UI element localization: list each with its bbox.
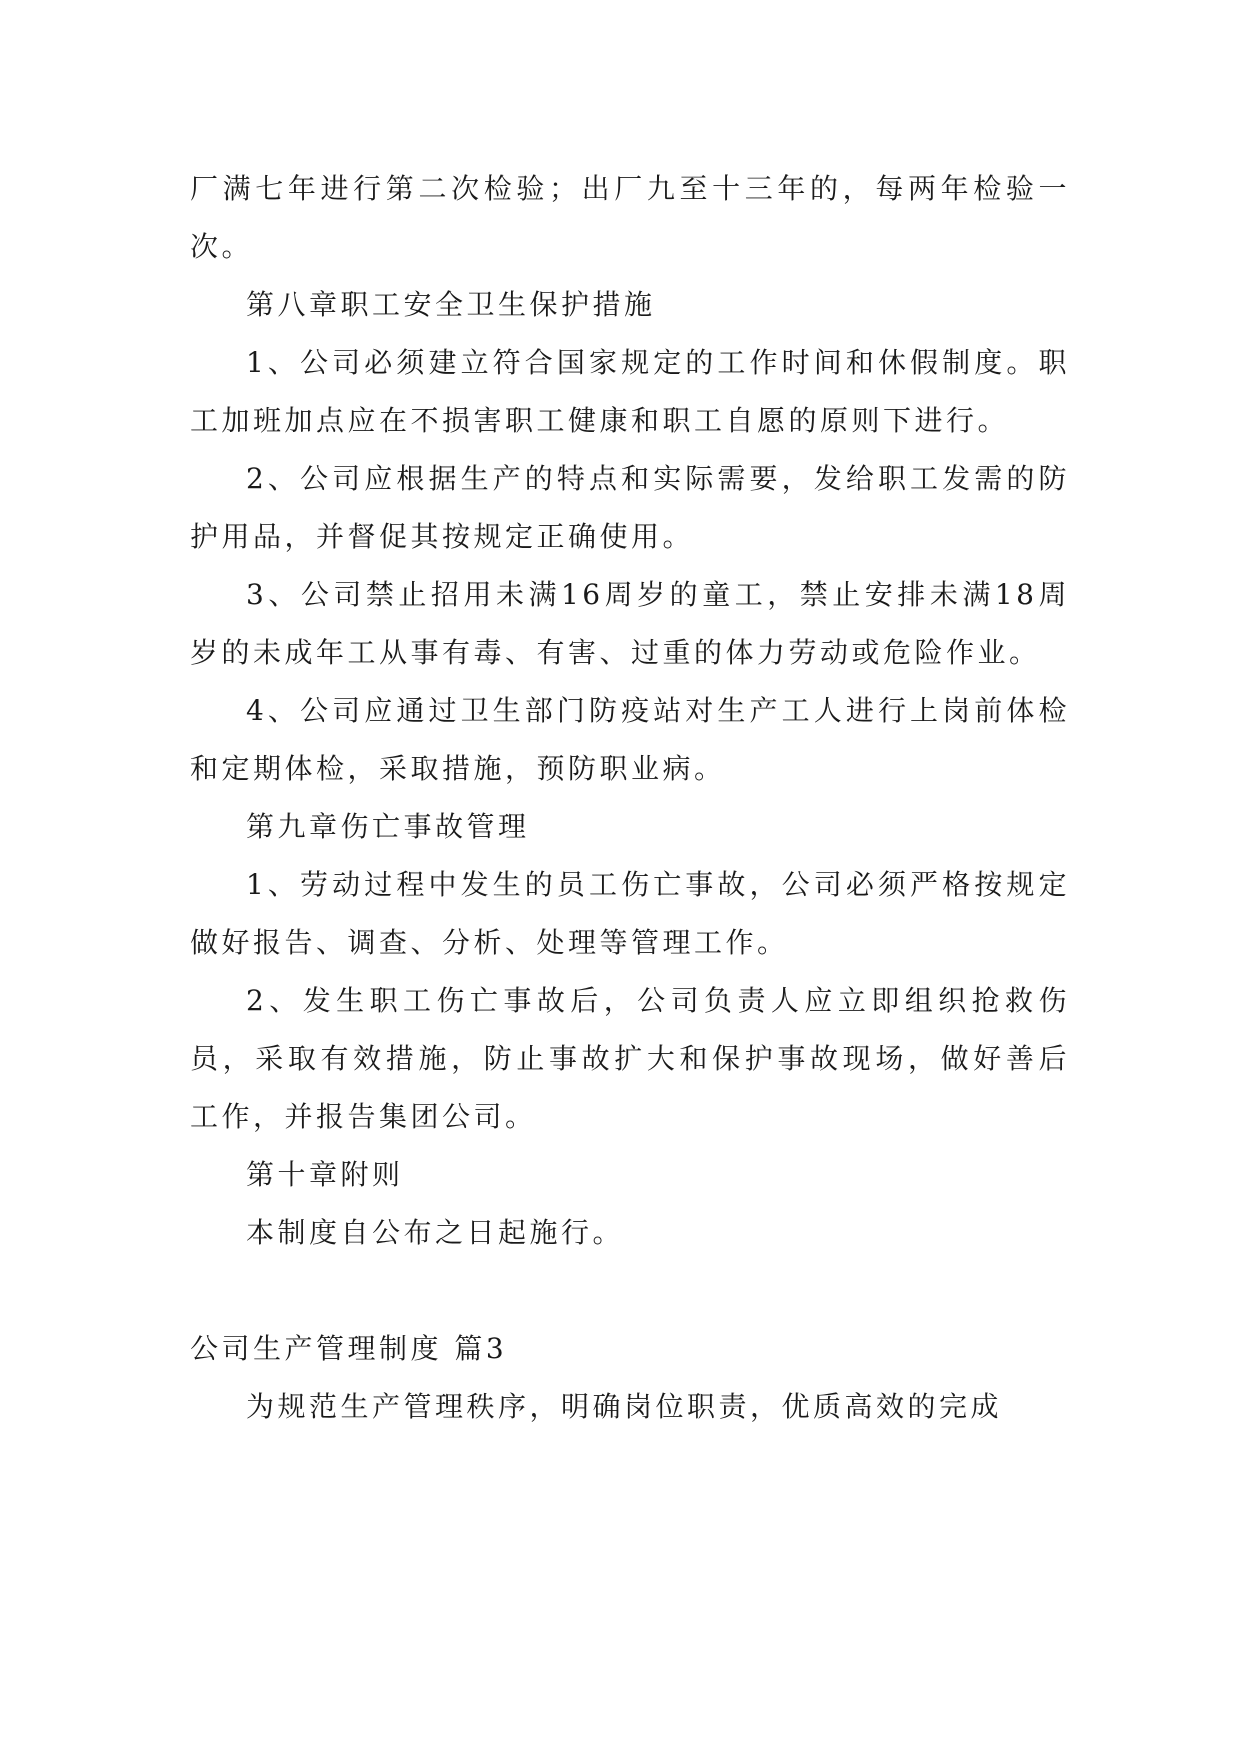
paragraph-8-4: 4、公司应通过卫生部门防疫站对生产工人进行上岗前体检和定期体检，采取措施，预防职业病。	[190, 694, 1070, 785]
paragraph-8-2: 2、公司应根据生产的特点和实际需要，发给职工发需的防护用品，并督促其按规定正确使用。	[190, 462, 1070, 553]
chapter-8-heading: 第八章职工安全卫生保护措施	[246, 288, 656, 321]
paragraph-continuation: 厂满七年进行第二次检验；出厂九至十三年的，每两年检验一次。	[190, 172, 1070, 263]
paragraph-9-2: 2、发生职工伤亡事故后，公司负责人应立即组织抢救伤员，采取有效措施，防止事故扩大和保护事故现场，做好善后工作，并报告集团公司。	[190, 984, 1070, 1133]
chapter-9-heading: 第九章伤亡事故管理	[246, 810, 530, 843]
section-title: 公司生产管理制度 篇3	[190, 1332, 508, 1365]
paragraph-9-1: 1、劳动过程中发生的员工伤亡事故，公司必须严格按规定做好报告、调查、分析、处理等管理工作。	[190, 868, 1070, 959]
document-body	[190, 160, 1070, 1436]
chapter-10-heading: 第十章附则	[246, 1158, 404, 1191]
paragraph-section3-intro: 为规范生产管理秩序，明确岗位职责，优质高效的完成	[246, 1390, 1003, 1423]
paragraph-8-3: 3、公司禁止招用未满16周岁的童工，禁止安排未满18周岁的未成年工从事有毒、有害、过重的体力劳动或危险作业。	[190, 578, 1070, 669]
paragraph-8-1: 1、公司必须建立符合国家规定的工作时间和休假制度。职工加班加点应在不损害职工健康和职工自愿的原则下进行。	[190, 346, 1070, 437]
paragraph-10-1: 本制度自公布之日起施行。	[246, 1216, 625, 1249]
